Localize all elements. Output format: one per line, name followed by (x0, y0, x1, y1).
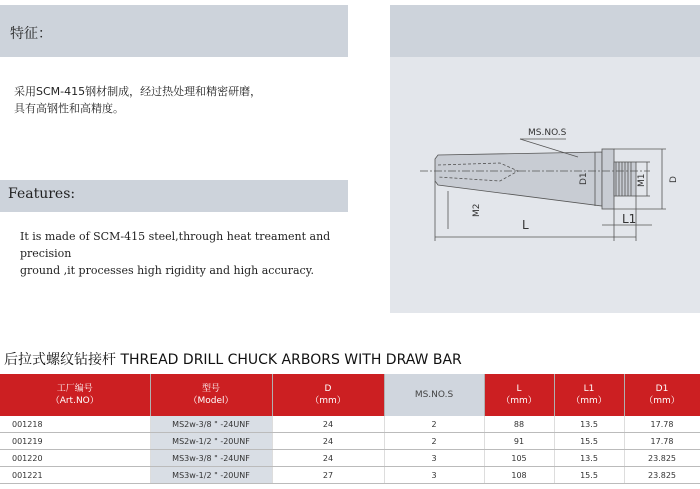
features-cn-line2: 具有高钢性和高精度。 (14, 102, 124, 115)
cell-ms-no-s: 2 (384, 416, 484, 433)
col-header-model: 型号 （Model） (150, 374, 272, 416)
cell-l: 88 (484, 416, 554, 433)
features-cn-header (0, 5, 348, 57)
cell-model: MS3w-3/8 " -24UNF (150, 450, 272, 467)
table-row (0, 416, 700, 433)
cell-d1: 17.78 (624, 433, 700, 450)
label-ms-no-s: MS.NO.S (528, 128, 567, 138)
spec-table (0, 374, 700, 484)
cell-l1: 13.5 (554, 416, 624, 433)
cell-l: 108 (484, 467, 554, 484)
cell-d: 27 (272, 467, 384, 484)
cell-d: 24 (272, 416, 384, 433)
col-header-d: D （mm） (272, 374, 384, 416)
arbor-drawing (390, 57, 700, 313)
col-header-l: L （mm） (484, 374, 554, 416)
table-header-row (0, 374, 700, 416)
cell-l1: 15.5 (554, 467, 624, 484)
label-m1: M1 (637, 173, 647, 187)
label-l: L (522, 218, 529, 232)
label-m2: M2 (472, 203, 482, 217)
cell-model: MS3w-1/2 " -20UNF (150, 467, 272, 484)
label-l1: L1 (622, 212, 637, 226)
cell-ms-no-s: 2 (384, 433, 484, 450)
features-en-line1: It is made of SCM-415 steel,through heat treament and precision (20, 230, 331, 260)
cell-art-no: 001219 (0, 433, 150, 450)
cell-l: 91 (484, 433, 554, 450)
cell-l1: 15.5 (554, 433, 624, 450)
taper-shank (435, 152, 602, 206)
arbor-collar (602, 149, 614, 209)
cell-l1: 13.5 (554, 450, 624, 467)
col-header-d1: D1 （mm） (624, 374, 700, 416)
features-en-description (20, 228, 350, 279)
col-header-l1: L1 （mm） (554, 374, 624, 416)
cell-d: 24 (272, 433, 384, 450)
cell-l: 105 (484, 450, 554, 467)
cell-model: MS2w-3/8 " -24UNF (150, 416, 272, 433)
table-row (0, 433, 700, 450)
cell-d: 24 (272, 450, 384, 467)
features-en-heading: Features: (8, 186, 76, 202)
cell-art-no: 001218 (0, 416, 150, 433)
cell-art-no: 001220 (0, 450, 150, 467)
cell-d1: 23.825 (624, 450, 700, 467)
features-en-line2: ground ,it processes high rigidity and high accuracy. (20, 264, 314, 277)
arbor-diagram-panel (390, 57, 700, 313)
cell-model: MS2w-1/2 " -20UNF (150, 433, 272, 450)
table-row (0, 467, 700, 484)
features-cn-line1: 采用SCM-415钢材制成，经过热处理和精密研磨， (14, 85, 262, 98)
cell-ms-no-s: 3 (384, 467, 484, 484)
diagram-top-band (390, 5, 700, 57)
col-header-ms-no-s: MS.NO.S (384, 374, 484, 416)
features-cn-description (14, 83, 344, 117)
label-d: D (669, 176, 679, 183)
cell-ms-no-s: 3 (384, 450, 484, 467)
features-cn-heading: 特征： (10, 26, 52, 42)
col-header-art-no: 工厂编号 （Art.NO） (0, 374, 150, 416)
product-title: 后拉式螺纹钻接杆 THREAD DRILL CHUCK ARBORS WITH DRAW BAR (4, 352, 462, 368)
label-d1: D1 (579, 172, 589, 185)
cell-art-no: 001221 (0, 467, 150, 484)
table-row (0, 450, 700, 467)
cell-d1: 17.78 (624, 416, 700, 433)
cell-d1: 23.825 (624, 467, 700, 484)
features-en-header (0, 180, 348, 212)
